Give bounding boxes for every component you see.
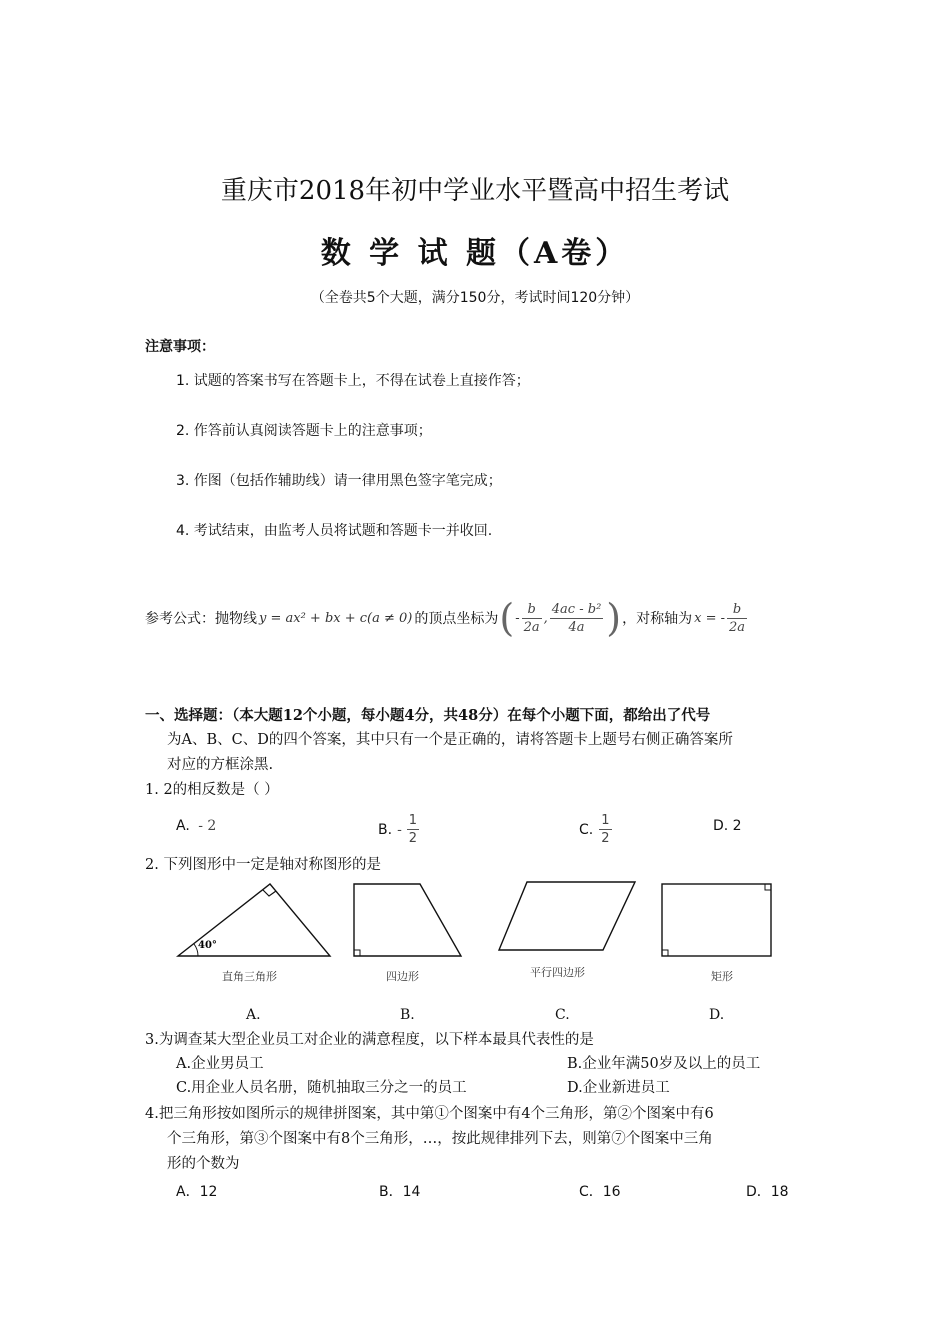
angle-label: 40° — [198, 940, 217, 951]
q4-line2: 个三角形，第③个图案中有8个三角形，…，按此规律排列下去，则第⑦个图案中三角 — [167, 1131, 713, 1147]
vertex-x-fraction — [522, 601, 542, 636]
q4-option-a: A．12 — [176, 1184, 218, 1200]
q1-option-a — [176, 818, 216, 834]
frac-numerator: 1 — [408, 813, 418, 828]
axis-equation: x = - — [694, 610, 725, 626]
q4-option-c: C．16 — [579, 1184, 621, 1200]
figure-caption-d: 矩形 — [711, 970, 733, 983]
rectangle-figure — [662, 884, 771, 956]
exam-title: 重庆市2018年初中学业水平暨高中招生考试 — [220, 176, 730, 206]
q1-b-fraction — [407, 812, 419, 847]
q1-b-sign: - — [397, 821, 402, 838]
quadrilateral-figure — [354, 884, 461, 956]
frac-denominator: 2a — [729, 619, 746, 635]
note-item-1: 1. 试题的答案书写在答题卡上，不得在试卷上直接作答； — [176, 373, 530, 389]
q3-option-d: D.企业新进员工 — [567, 1080, 670, 1096]
figure-caption-a: 直角三角形 — [222, 970, 277, 983]
section1-line3: 对应的方框涂黑. — [167, 757, 274, 773]
frac-denominator: 2a — [523, 619, 540, 635]
q2-figures — [170, 870, 790, 970]
frac-numerator: 4ac - b² — [551, 601, 602, 617]
right-triangle-figure — [178, 884, 330, 956]
figure-caption-b: 四边形 — [386, 970, 419, 983]
q1-a-label: A. — [176, 818, 190, 834]
note-item-4: 4. 考试结束，由监考人员将试题和答题卡一并收回. — [176, 523, 493, 539]
q4-option-b: B．14 — [379, 1184, 421, 1200]
q4-line3: 形的个数为 — [167, 1156, 240, 1172]
axis-text: ，对称轴为 — [622, 611, 693, 627]
q3-option-b: B.企业年满50岁及以上的员工 — [567, 1056, 761, 1072]
section1-text: 一、选择题：（本大题12个小题，每小题4分，共48分）在每个小题下面，都给出了代号 — [145, 707, 711, 724]
q1-c-fraction — [599, 812, 611, 847]
frac-denominator: 2 — [408, 831, 418, 846]
q1-a-value: - 2 — [198, 818, 217, 834]
right-paren: ) — [606, 596, 622, 640]
exam-subject-title: 数 学 试 题（A卷） — [320, 236, 630, 271]
note-item-3: 3. 作图（包括作辅助线）请一律用黑色签字笔完成； — [176, 473, 502, 489]
q1-option-d: D. 2 — [713, 818, 742, 834]
vertex-y-fraction — [550, 601, 604, 636]
parallelogram-figure — [499, 882, 635, 950]
formula-middle: 的顶点坐标为 — [414, 611, 499, 627]
formula-prefix: 参考公式：抛物线 — [145, 611, 257, 627]
frac-numerator: b — [732, 601, 742, 617]
figure-caption-c: 平行四边形 — [530, 966, 585, 979]
q3-option-c: C.用企业人员名册，随机抽取三分之一的员工 — [176, 1080, 467, 1096]
q2-option-a: A. — [246, 1007, 261, 1023]
q1-option-b — [378, 812, 421, 847]
section1-line1 — [145, 703, 710, 729]
vertex-neg-sign: - — [515, 610, 520, 626]
note-item-2: 2. 作答前认真阅读答题卡上的注意事项； — [176, 423, 432, 439]
frac-numerator: b — [527, 601, 536, 617]
q4-line1: 4.把三角形按如图所示的规律拼图案，其中第①个图案中有4个三角形，第②个图案中有6 — [145, 1106, 714, 1122]
reference-formula — [145, 595, 749, 641]
q2-option-d: D. — [709, 1007, 725, 1023]
vertex-comma: , — [543, 610, 548, 626]
q2-stem: 2. 下列图形中一定是轴对称图形的是 — [145, 857, 381, 873]
q2-option-c: C. — [555, 1007, 570, 1023]
left-paren: ( — [499, 596, 515, 640]
q1-c-label: C. — [579, 821, 594, 838]
section1-line2: 为A、B、C、D的四个答案，其中只有一个是正确的，请将答题卡上题号右侧正确答案所 — [167, 732, 733, 748]
q1-option-c — [579, 812, 614, 847]
notes-heading: 注意事项： — [145, 339, 215, 355]
q4-option-d: D．18 — [746, 1184, 789, 1200]
frac-denominator: 4a — [568, 619, 585, 635]
q1-stem: 1. 2的相反数是（ ） — [145, 782, 279, 798]
frac-denominator: 2 — [601, 831, 610, 846]
frac-numerator: 1 — [601, 813, 610, 828]
q3-stem: 3.为调查某大型企业员工对企业的满意程度，以下样本最具代表性的是 — [145, 1032, 594, 1048]
q2-option-b: B. — [400, 1007, 415, 1023]
parabola-equation: y = ax² + bx + c(a ≠ 0) — [259, 610, 413, 626]
exam-info: （全卷共5个大题，满分150分，考试时间120分钟） — [310, 290, 640, 306]
q3-option-a: A.企业男员工 — [176, 1056, 264, 1072]
axis-fraction — [727, 601, 747, 636]
q1-b-label: B. — [378, 821, 393, 838]
